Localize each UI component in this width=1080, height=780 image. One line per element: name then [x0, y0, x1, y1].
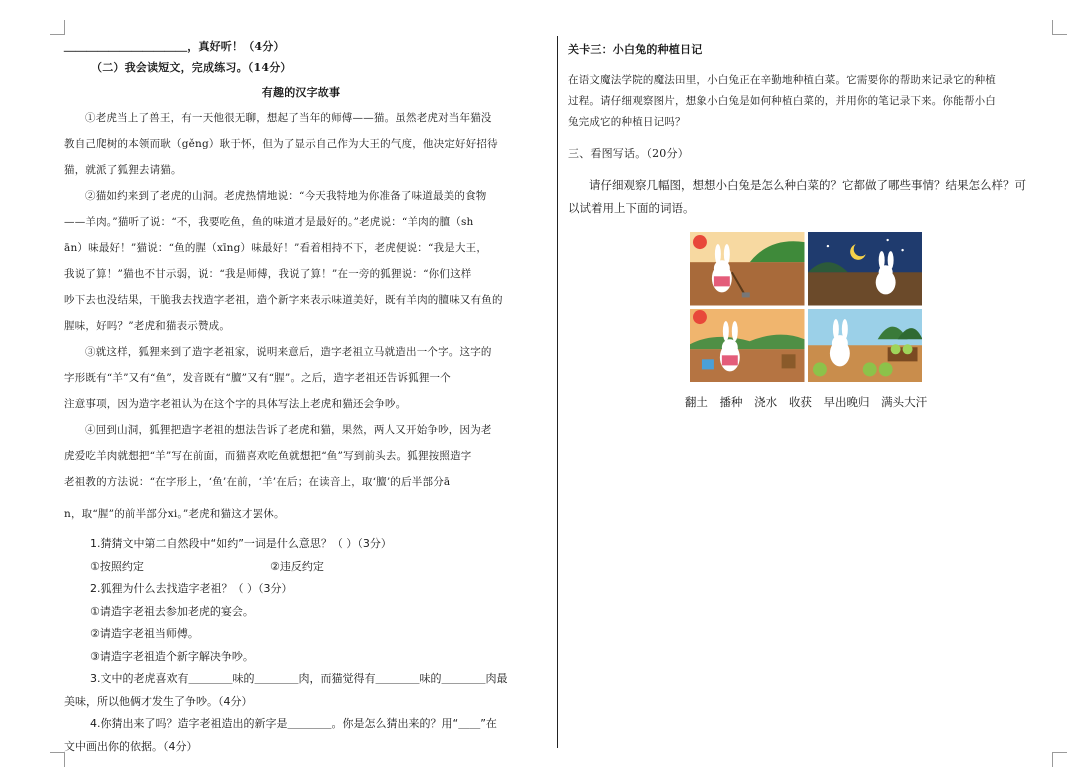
crop-mark-bottom-left — [50, 752, 65, 767]
story-line: 猫，就派了狐狸去请猫。 — [64, 164, 182, 176]
level3-title: 关卡三：小白兔的种植日记 — [568, 43, 703, 56]
story-line: 字形既有“羊”又有“鱼”，发音既有“膻”又有“腥”。之后，造字老祖还告诉狐狸一个 — [64, 372, 451, 384]
rabbit-harvest-illustration — [808, 309, 923, 383]
story-line: ②猫如约来到了老虎的山洞。老虎热情地说：“今天我特地为你准备了味道最美的食物 — [85, 190, 487, 202]
rabbit-night-illustration — [808, 232, 923, 306]
crop-mark-top-right — [1052, 20, 1067, 35]
rabbit-watering-illustration — [690, 309, 805, 383]
q2-option-1: ①请造字老祖去参加老虎的宴会。 — [90, 604, 254, 618]
questions — [64, 533, 538, 758]
writing-prompt-line2: 以试着用上下面的词语。 — [568, 201, 695, 215]
story-line: 注意事项，因为造字老祖认为在这个字的具体写法上老虎和猫还会争吵。 — [64, 398, 407, 410]
story-title: 有趣的汉字故事 — [261, 86, 341, 99]
intro-line: 在语文魔法学院的魔法田里，小白兔正在辛勤地种植白菜。它需要你的帮助来记录它的种植 — [568, 74, 996, 86]
question-1: 1.猜猜文中第二自然段中“如约”一词是什么意思？（ ）（3分） — [90, 537, 392, 550]
left-column — [64, 36, 538, 758]
story-line: 腥味，好吗？”老虎和猫表示赞成。 — [64, 320, 231, 332]
story-line: ān）味最好！”猫说：“鱼的腥（xīng）味最好！”看着相持不下，老虎便说：“我是大王， — [64, 242, 488, 254]
story-line: 老祖教的方法说：“在字形上，‘鱼’在前，‘羊’在后；在读音上，取‘膻’的后半部分ā — [64, 476, 451, 488]
illustration-grid — [690, 232, 922, 382]
story-line: 虎爱吃羊肉就想把“羊”写在前面，而猫喜欢吃鱼就想把“鱼”写到前头去。狐狸按照造字 — [64, 450, 472, 462]
q2-option-3: ③请造字老祖造个新字解决争吵。 — [90, 649, 254, 663]
story-line: 吵下去也没结果，干脆我去找造字老祖，造个新字来表示味道美好，既有羊肉的膻味又有鱼的 — [64, 294, 503, 306]
story-line: ——羊肉。”猫听了说：“不，我要吃鱼，鱼的味道才是最好的。”老虎说：“羊肉的膻（sh — [64, 216, 474, 228]
panel-watering — [690, 309, 805, 383]
story-line: 教自己爬树的本领而耿（gěng）耿于怀，但为了显示自己作为大王的气度，他决定好好招待 — [64, 138, 498, 150]
story-line: n，取“腥”的前半部分xi。”老虎和猫这才罢休。 — [64, 508, 285, 520]
story-line: ④回到山洞，狐狸把造字老祖的想法告诉了老虎和猫，果然，两人又开始争吵，因为老 — [85, 424, 492, 436]
question-2: 2.狐狸为什么去找造字老祖？（ ）（3分） — [90, 582, 293, 595]
level3-intro — [568, 70, 1044, 133]
section3-heading: 三、看图写话。（20分） — [568, 147, 689, 160]
crop-mark-bottom-right — [1052, 752, 1067, 767]
section2-heading: （二）我会读短文，完成练习。（14分） — [91, 61, 292, 74]
q1-option-2: ②违反约定 — [270, 559, 324, 573]
story-line: 我说了算！”猫也不甘示弱，说：“我是师傅，我说了算！”在一旁的狐狸说：“你们这样 — [64, 268, 472, 280]
q1-option-1: ①按照约定 — [90, 559, 144, 573]
writing-prompt-line1: 请仔细观察几幅图，想想小白兔是怎么种白菜的？它都做了哪些事情？结果怎么样？可 — [589, 178, 1026, 192]
word-bank: 翻土 播种 浇水 收获 早出晚归 满头大汗 — [684, 395, 928, 409]
story-body — [64, 105, 538, 527]
intro-line: 兔完成它的种植日记吗？ — [568, 116, 686, 128]
question-3-line1: 3.文中的老虎喜欢有＿＿＿＿味的＿＿＿＿肉，而猫觉得有＿＿＿＿味的＿＿＿＿肉最 — [90, 672, 508, 685]
question-4-line2: 文中画出你的依据。（4分） — [64, 739, 198, 753]
fill-blank-line: ＿＿＿＿＿＿＿＿＿＿＿，真好听！（4分） — [64, 40, 285, 53]
panel-harvest — [808, 309, 923, 383]
panel-digging — [690, 232, 805, 306]
intro-line: 过程。请仔细观察图片，想象小白兔是如何种植白菜的，并用你的笔记录下来。你能帮小白 — [568, 95, 996, 107]
story-line: ①老虎当上了兽王，有一天他很无聊，想起了当年的师傅——猫。虽然老虎对当年猫没 — [85, 112, 492, 124]
panel-night — [808, 232, 923, 306]
question-3-line2: 美味，所以他俩才发生了争吵。（4分） — [64, 694, 253, 708]
crop-mark-top-left — [50, 20, 65, 35]
question-4-line1: 4.你猜出来了吗？造字老祖造出的新字是＿＿＿＿。你是怎么猜出来的？用“＿＿”在 — [90, 717, 497, 730]
q2-option-2: ②请造字老祖当师傅。 — [90, 627, 199, 640]
story-line: ③就这样，狐狸来到了造字老祖家，说明来意后，造字老祖立马就造出一个字。这字的 — [85, 346, 492, 358]
right-column — [568, 36, 1044, 410]
question-1-options — [64, 556, 538, 579]
rabbit-digging-illustration — [690, 232, 805, 306]
column-divider — [557, 36, 558, 748]
